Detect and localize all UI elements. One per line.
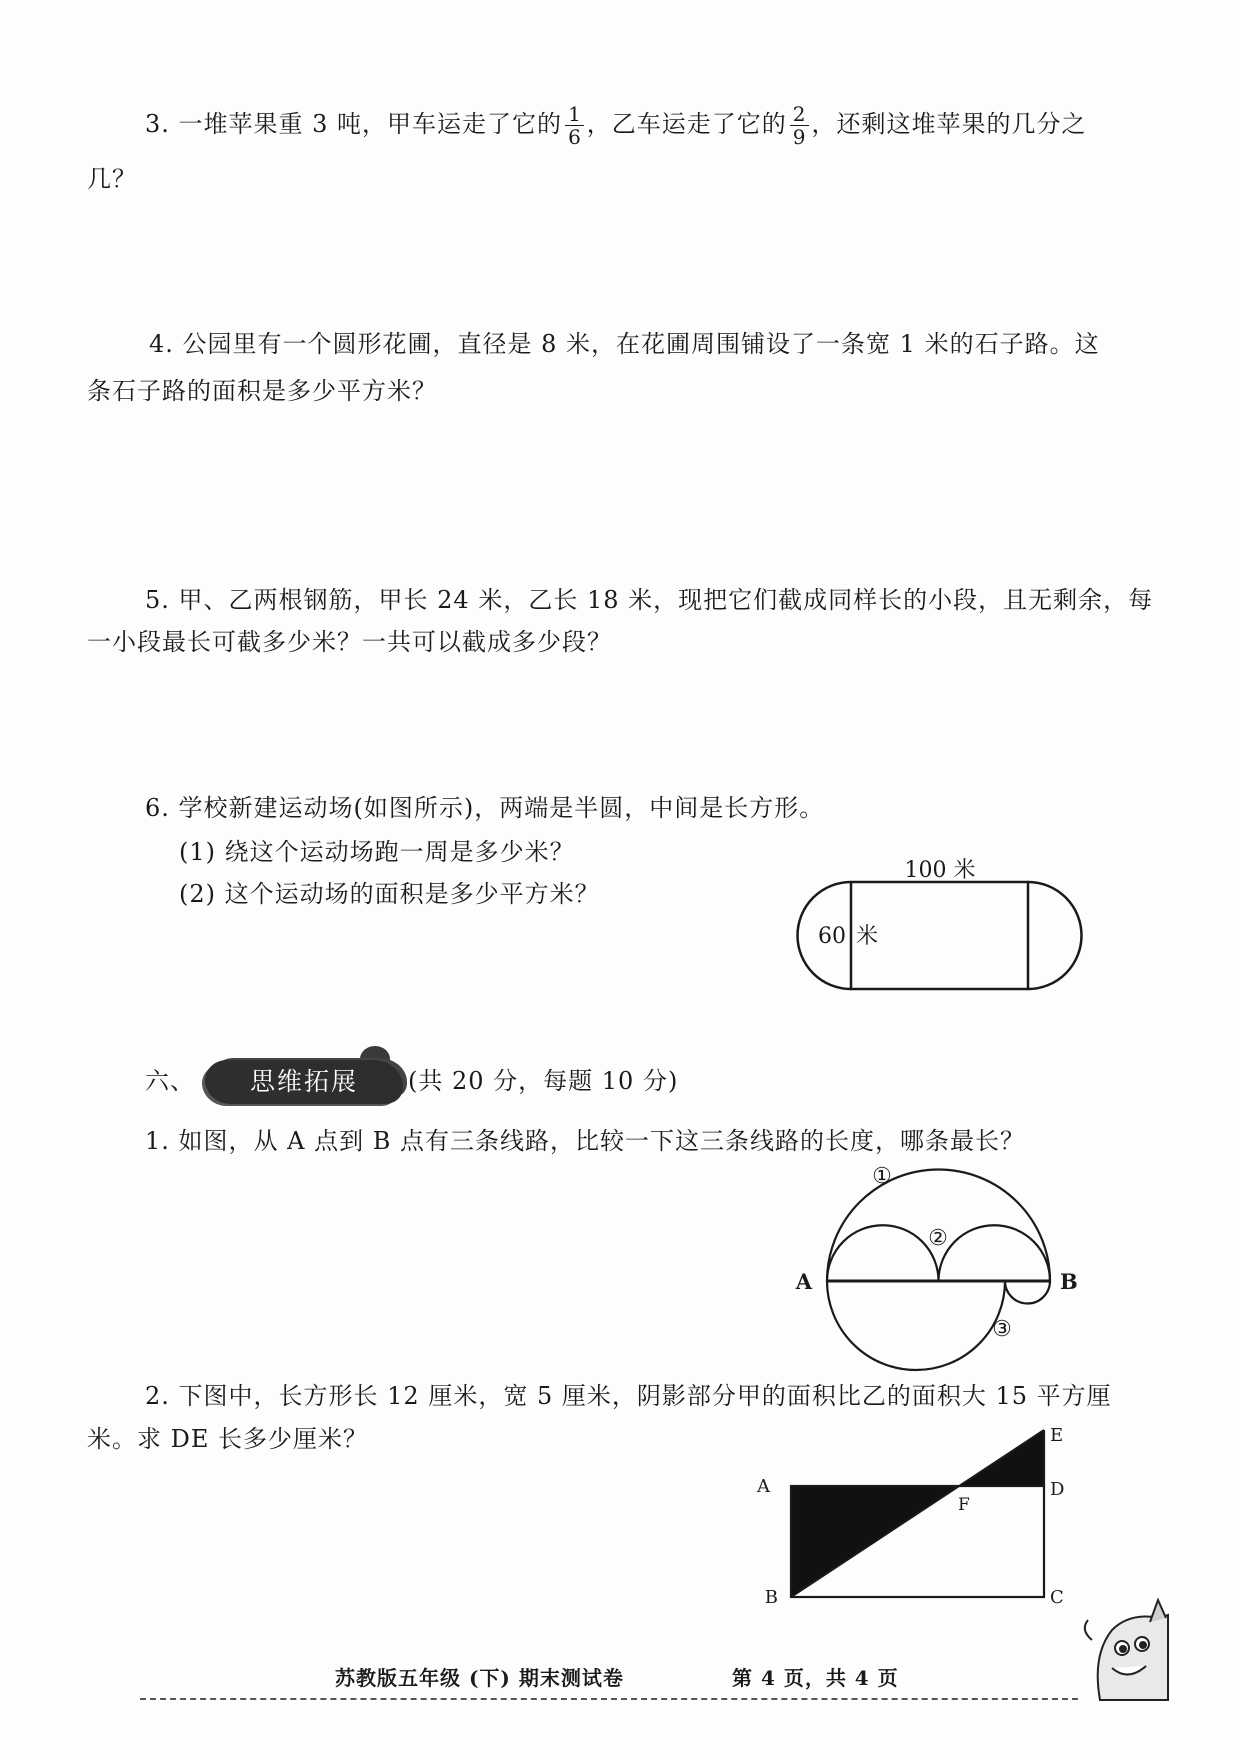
fraction-numerator: 1 — [565, 104, 584, 126]
stadium-right-semicircle — [1028, 882, 1082, 989]
route-2-label: ② — [928, 1226, 948, 1251]
section-6-question-2-line-2: 米。求 DE 长多少厘米？ — [87, 1425, 369, 1453]
route-3-label: ③ — [992, 1317, 1012, 1342]
question-5-line-1: 5. 甲、乙两根钢筋，甲长 24 米，乙长 18 米，现把它们截成同样长的小段，且无剩余，每 — [145, 586, 1154, 614]
rectangle-figure — [791, 1430, 1044, 1597]
question-6-line-1: 6. 学校新建运动场(如图所示)，两端是半圆，中间是长方形。 — [145, 794, 825, 822]
question-3-line-2: 几？ — [87, 165, 137, 193]
question-5-line-2: 一小段最长可截多少米？一共可以截成多少段？ — [87, 628, 612, 656]
section-6-score-note: (共 20 分，每题 10 分) — [408, 1067, 679, 1095]
routes-figure — [827, 1170, 1050, 1371]
stadium-length-label: 100 米 — [904, 858, 976, 883]
point-f-label: F — [958, 1495, 970, 1515]
route-3-arcs — [827, 1281, 1050, 1370]
footer-page-number: 第 4 页，共 4 页 — [732, 1666, 899, 1690]
stadium-width-unit: 米 — [856, 924, 879, 949]
question-6-sub-1: (1) 绕这个运动场跑一周是多少米？ — [179, 838, 575, 866]
section-6-question-1: 1. 如图，从 A 点到 B 点有三条线路，比较一下这三条线路的长度，哪条最长？ — [145, 1127, 1026, 1155]
point-a-label: A — [757, 1476, 770, 1497]
section-6-badge: 思维拓展 — [205, 1060, 403, 1104]
stadium-width-value: 60 — [818, 924, 846, 949]
fraction-denominator: 9 — [792, 125, 806, 149]
route-1-label: ① — [872, 1164, 892, 1189]
point-b-label: B — [1060, 1269, 1078, 1294]
mascot-illustration — [1085, 1600, 1168, 1700]
question-4-line-2: 条石子路的面积是多少平方米？ — [87, 377, 437, 405]
question-6-sub-2: (2) 这个运动场的面积是多少平方米？ — [179, 880, 600, 908]
section-6-number: 六、 — [145, 1067, 195, 1095]
fraction-denominator: 6 — [568, 125, 581, 149]
point-e-label: E — [1050, 1425, 1064, 1446]
point-a-label: A — [795, 1269, 812, 1294]
point-b-label: B — [764, 1587, 778, 1608]
question-3-mid: ，乙车运走了它的 — [586, 110, 787, 138]
section-6-question-2-line-1: 2. 下图中，长方形长 12 厘米，宽 5 厘米，阴影部分甲的面积比乙的面积大 15 平方厘 — [145, 1382, 1112, 1410]
question-3-suffix: ，还剩这堆苹果的几分之 — [811, 110, 1087, 138]
point-d-label: D — [1050, 1479, 1065, 1500]
question-3-prefix: 3. 一堆苹果重 3 吨，甲车运走了它的 — [145, 110, 563, 138]
point-c-label: C — [1050, 1587, 1064, 1608]
footer-title: 苏教版五年级 (下) 期末测试卷 — [335, 1666, 624, 1690]
footer-divider — [140, 1698, 1078, 1700]
question-4-line-1: 4. 公园里有一个圆形花圃，直径是 8 米，在花圃周围铺设了一条宽 1 米的石子路。这 — [149, 330, 1100, 358]
fraction-numerator: 2 — [790, 104, 809, 126]
